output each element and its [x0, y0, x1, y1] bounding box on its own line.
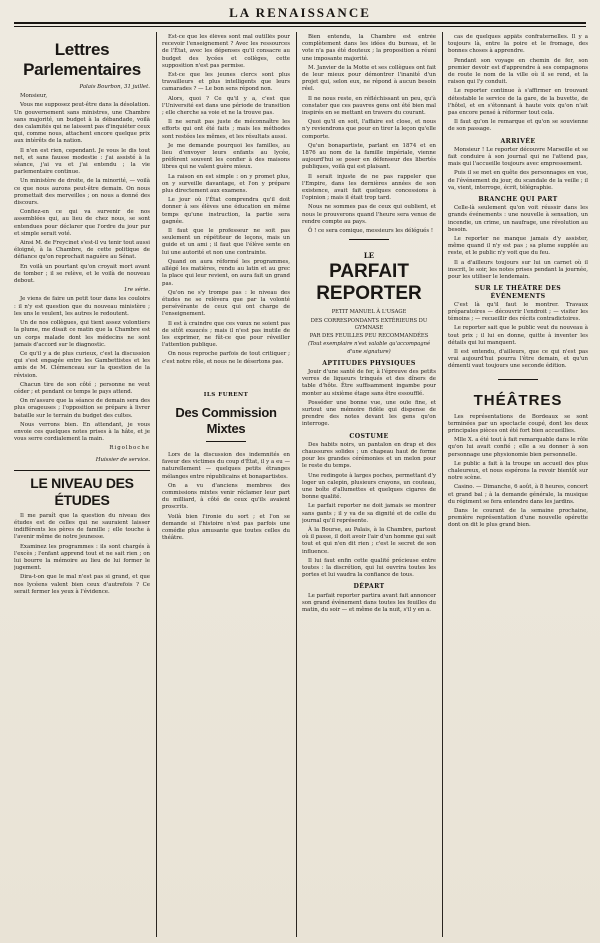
paragraph: Le jour où l'État comprendra qu'il doit donner à ses élèves une éducation en même temps qu'une instruction, la partie sera gagnée.: [162, 197, 290, 225]
paragraph: Le parfait reporter partira avant fait annoncer son grand événement dans toutes les feuilles du matin, du soir — et même de la nuit, s'il y en a.: [302, 592, 436, 613]
paragraph: Ainsi M. de Freycinet s'est-il vu tenir tout aussi éloigné, à la Chambre, de cette politique de défiance qu'on reprochait naguère au Sénat.: [14, 240, 150, 261]
column-1: [14, 34, 150, 937]
paragraph: Qu'un bonapartiste, parlant en 1874 et en 1876 au nom de la famille impériale, vienne aujourd'hui se poser en défenseur des libertés publiques, voilà qui est plaisant.: [302, 142, 436, 171]
paragraph: Il faut que le professeur ne soit pas seulement un répétiteur de leçons, mais un guide et un ami ; il faut que l'élève sente en lui une autorité et non une contrainte.: [162, 228, 290, 256]
paragraph: Le reporter ne manque jamais d'y assister, même quand il n'y est pas ; sa plume supplée au reste, et le public n'y voit que du feu.: [448, 236, 588, 257]
article-heading-theatres: THÉÂTRES: [473, 391, 563, 409]
paragraph: C'est là qu'il faut le montrer. Travaux préparatoires — découvrir l'endroit ; — visiter les témoins ; — recueillir des récits contradictoires.: [448, 301, 588, 323]
paragraph: Lors de la discussion des indemnités en faveur des victimes du coup d'État, il y a eu — naturellement — quelques petits étranges mélanges entre républicains et bonapartistes.: [162, 451, 290, 480]
paragraph: cas de quelques appâts confraternelles. Il y a toujours là, entre la poire et le fromage, des bonnes choses à apprendre.: [448, 34, 588, 55]
heading-kicker-le: LE: [363, 251, 375, 261]
paragraph: Confiez-en ce qui va survenir de nos assemblées qui, au lieu de chez nous, se sont entendues pour déclarer que l'ordre du jour pur et simple serait voté.: [14, 209, 150, 237]
salutation: Monsieur,: [20, 93, 48, 100]
paragraph: Dans le courant de la semaine prochaine, première représentation d'une nouvelle opérette dont on dit le plus grand bien.: [448, 507, 588, 529]
paragraph: Il faut qu'on le remarque et qu'on se souvienne de son passage.: [448, 119, 588, 133]
ornament-rule: [206, 441, 246, 448]
section-heading: ARRIVÉE: [500, 137, 536, 145]
subtitle: PAR DES FEUILLES PEU RECOMMANDÉES: [309, 333, 429, 340]
paragraph: Examinez les programmes : ils sont chargés à l'excès ; l'enfant apprend tout et ne sait rien ; on lui bourre la mémoire au lieu de lui former le jugement.: [14, 543, 150, 572]
paragraph: Qu'on ne s'y trompe pas : le niveau des études ne se relèvera que par la volonté persévérante de ceux qui ont charge de l'enseignement.: [162, 289, 290, 318]
article-body: [302, 442, 436, 580]
paragraph: Vous me supposez peut-être dans la désolation. Un gouvernement sans ministres, une Chambre sans majorité, un budget à la débandade, voilà des calamités qui ne laissent pas d'inquiéter ceux qui, comme nous, attachent encore quelque prix aux intérêts de la nation.: [14, 102, 150, 145]
paragraph: Voilà bien l'ironie du sort ; et l'on se demande si l'histoire n'est pas parfois une comédie plus amusante que toutes celles du théâtre.: [162, 513, 290, 542]
paragraph: Alors, quoi ? Ce qu'il y a, c'est que l'Université est dans une période de transition ; elle cherche sa voie et ne la trouve pas.: [162, 95, 290, 117]
paragraph: Pendant son voyage en chemin de fer, son premier devoir est d'apprendre à ses compagnons de route le nom de la ville où il se rend, et la raison qui l'y conduit.: [448, 57, 588, 86]
column-2: [162, 34, 290, 937]
ornament-rule: [349, 239, 389, 246]
paragraph: Il ne serait pas juste de méconnaître les efforts qui ont été faits ; mais les méthodes sont restées les mêmes, et les résultats aussi.: [162, 119, 290, 140]
paragraph: Il n'en est rien, cependant. Je vous le dis tout net, et sans fausse modestie : j'ai assisté à la séance, j'ai vu et j'ai entendu ; la vie parlementaire continue.: [14, 147, 150, 176]
article-body: [448, 205, 588, 281]
article-body: [14, 296, 150, 443]
section-heading: BRANCHE QUI PART: [478, 196, 558, 204]
article-body: [302, 593, 436, 615]
paragraph: La raison en est simple : on y promet plus, on y surveille davantage, et l'on y prépare plus directement aux examens.: [162, 173, 290, 195]
article-body: [302, 369, 436, 429]
column-3: [302, 34, 436, 937]
paragraph: Nous verrons bien. En attendant, je vous envoie ces quelques notes prises à la hâte, et je vous serre cordialement la main.: [14, 421, 150, 443]
paragraph: Il serait injuste de ne pas rappeler que l'Empire, dans les dernières années de son existence, avait fait quelques concessions à l'opinion ; mais il était trop tard.: [302, 173, 436, 202]
article-body: [302, 34, 436, 235]
section-marker: 1re série.: [123, 287, 150, 294]
article-body: [448, 302, 588, 371]
paragraph: Il me paraît que la question du niveau des études est de celles qui ne sauraient laisser indifférents les pères de famille ; elle touche à l'avenir même de notre jeunesse.: [14, 512, 150, 541]
paragraph: Le reporter continue à s'affirmer en trouvant détestable le service de la gare, de la buvette, de l'hôtel, et en s'étonnant à haute voix qu'on n'ait pas encore pensé à réformer tout cela.: [448, 88, 588, 117]
masthead: [14, 4, 586, 24]
article-body: [448, 34, 588, 134]
section-heading: DÉPART: [353, 583, 385, 591]
paragraph: Celle-là seulement qu'on voit réussir dans les grands événements : une nouvelle à sensation, un incendie, un crime, un naufrage, une révolution au besoin.: [448, 205, 588, 233]
section-heading: SUR LE THÉÂTRE DES ÉVÉNEMENTS: [474, 285, 562, 300]
paragraph: Il est à craindre que ces vœux ne soient pas de sitôt exaucés ; mais il n'est pas inutile de les exprimer, ne fût-ce que pour réveiller l'attention publique.: [162, 320, 290, 349]
column-rule: [156, 32, 157, 937]
column-rule: [442, 32, 443, 937]
article-body: [448, 414, 588, 530]
paragraph: Posséder une bonne vue, une ouïe fine, et surtout une mémoire fidèle qui dispense de prendre des notes devant les gens qu'on interroge.: [302, 399, 436, 428]
paragraph: Est-ce que les élèves sont mal outillés pour recevoir l'enseignement ? Avec les ressources de l'État, avec les dépenses qu'il consacre au budget des lycées et collèges, cette supposition n'est pas permise.: [162, 34, 290, 69]
paragraph: Monsieur ! Le reporter découvre Marseille et se fait conduire à son journal qui ne l'attend pas, mais qui l'accueille toujours avec empressement.: [448, 146, 588, 168]
article-body: [162, 34, 290, 366]
paragraph: En voilà un pourtant qu'on croyait mort avant de tomber ; il se relève, et le voilà de nouveau debout.: [14, 263, 150, 285]
paragraph: Le public a fait à la troupe un accueil des plus chaleureux, et nous espérons la revoir bientôt sur notre scène.: [448, 460, 588, 482]
paragraph: Quand on aura réformé les programmes, allégé les matières, rendu au latin et au grec la place qui leur revient, on aura fait un grand pas.: [162, 258, 290, 287]
subtitle: DES CORRESPONDANTS EXTÉRIEURS DU GYMNASE: [310, 317, 428, 331]
paragraph: Chacun tire de son côté ; personne ne veut céder ; et pendant ce temps le pays attend.: [14, 381, 150, 395]
paragraph: On a vu d'anciens membres des commissions mixtes venir réclamer leur part du milliard, à côté de ceux qu'ils avaient proscrits.: [162, 482, 290, 511]
paragraph: Ce qu'il y a de plus curieux, c'est la discussion qui s'est engagée entre les Gambettistes et les amis de M. Clémenceau sur la question de la révision.: [14, 350, 150, 379]
article-body: [14, 513, 150, 596]
paragraph: Je me demande pourquoi les familles, au lieu d'envoyer leurs enfants au lycée, préfèrent souvent les confier à des maisons libres qui ne valent guère mieux.: [162, 142, 290, 171]
paragraph: Il est entendu, d'ailleurs, que ce qui n'est pas vrai aujourd'hui pourra l'être demain, et qu'un démenti vaut toujours une seconde édition.: [448, 348, 588, 370]
paragraph: Il ne nous reste, en réfléchissant un peu, qu'à constater que ces pauvres gens ont été bien mal inspirés en se mettant en travers du courant.: [302, 95, 436, 117]
article-heading-niveau: LE NIVEAU DES ÉTUDES: [14, 470, 150, 509]
paragraph: On m'assure que la séance de demain sera des plus orageuses ; l'opposition se prépare à livrer bataille sur le terrain du budget des cultes.: [14, 398, 150, 419]
kicker-ils-furent: ILS FURENT: [203, 391, 249, 398]
article-heading-lettres: Lettres Parlementaires: [23, 40, 141, 79]
article-heading-commissions: Des Commission Mixtes: [175, 404, 277, 436]
article-body: [448, 147, 588, 192]
column-rule: [296, 32, 297, 937]
ornament-rule: [498, 379, 538, 386]
paragraph: Quoi qu'il en soit, l'affaire est close, et nous n'y reviendrons que pour en tirer la leçon qu'elle comporte.: [302, 119, 436, 140]
paragraph: Les représentations de Bordeaux se sont terminées par un spectacle coupé, dont les deux principales pièces ont été fort bien accueillies.: [448, 413, 588, 434]
subtitle: PETIT MANUEL À L'USAGE: [331, 309, 407, 316]
article-body: [14, 102, 150, 285]
column-4: [448, 34, 588, 937]
paragraph: Mlle X. a été tout à fait remarquable dans le rôle qu'on lui avait confié ; elle a su donner à son personnage une physionomie bien personnelle.: [448, 437, 588, 458]
paragraph: M. Janvier de la Motte et ses collègues ont fait de leur mieux pour démontrer l'inanité d'un projet qui, selon eux, ne répond à aucun besoin réel.: [302, 64, 436, 93]
paragraph: À la Bourse, au Palais, à la Chambre, partout où il passe, il doit avoir l'air d'un homme qui sait tout et qui n'en dit rien ; c'est le secret de son influence.: [302, 526, 436, 555]
masthead-title: LA RENAISSANCE: [229, 5, 371, 20]
article-heading-parfait-reporter: PARFAIT REPORTER: [316, 261, 422, 305]
paragraph: Il a d'ailleurs toujours sur lui un carnet où il inscrit, le soir, les notes prises pendant la journée, pour les utiliser le lendemain.: [448, 259, 588, 281]
paragraph: Dira-t-on que le mal n'est pas si grand, et que nos lycéens valent bien ceux d'autrefois ? Ce serait fermer les yeux à l'évidence.: [14, 574, 150, 595]
paragraph: Des habits noirs, un pantalon en drap et des chaussures solides ; un chapeau haut de forme pour les grandes cérémonies et un melon pour le reste du temps.: [302, 441, 436, 470]
paragraph: Un de nos collègues, qui tient assez volontiers la plume, me disait ce matin que la Chambre est un corps malade dont les médecins ne sont jamais d'accord sur le diagnostic.: [14, 320, 150, 348]
paragraph: Le parfait reporter ne doit jamais se montrer sans gants ; il y va de sa dignité et de celle du journal qu'il représente.: [302, 503, 436, 524]
paragraph: Puis il se met en quête des personnages en vue, de l'événement du jour, du scandale de la veille ; il va, vient, interroge, écrit, télégraphie.: [448, 170, 588, 191]
dateline: Palais Bourbon, 31 juillet.: [79, 84, 150, 90]
subtitle-note: (Tout exemplaire n'est valable qu'accompagné d'une signature): [307, 341, 431, 355]
paragraph: Bien entendu, la Chambre est entrée complètement dans les idées du bureau, et le vote n'a pas été douteux ; la proposition a réuni une imposante majorité.: [302, 34, 436, 62]
paragraph: On nous reproche parfois de tout critiquer ; c'est notre rôle, et nous ne le désertons pas.: [162, 351, 290, 365]
paragraph: Un ministère de droite, de la minorité, — voilà ce que nous aurons peut-être demain. On nous promettait des merveilles ; on nous a donné des discours.: [14, 178, 150, 207]
paragraph: Une redingote à larges poches, permettant d'y loger un calepin, plusieurs crayons, un couteau, une boîte d'allumettes et quelques cigares de bonne qualité.: [302, 472, 436, 501]
paragraph: Le reporter sait que le public veut du nouveau à tout prix ; il lui en donne, quitte à inventer les détails qui lui manquent.: [448, 325, 588, 346]
section-heading: COSTUME: [349, 432, 389, 440]
signature-role: Huissier de service.: [95, 456, 150, 463]
masthead-rule: [14, 26, 586, 27]
paragraph: Casino. — Dimanche, 6 août, à 8 heures, concert et grand bal ; à la demande générale, la musique du régiment se fera entendre dans les jardins.: [448, 484, 588, 505]
paragraph: Est-ce que les jeunes clercs sont plus travailleurs et plus intelligents que leurs camarades ? — Le bon sens répond non.: [162, 72, 290, 93]
signature-name: Rigolboche: [109, 445, 150, 452]
paragraph: Jouir d'une santé de fer, à l'épreuve des petits verres de liqueurs trinqués et des dîners de table d'hôte. Être suffisamment ingambe pour monter au sixième étage sans être essoufflé.: [302, 368, 436, 397]
paragraph: Il lui faut enfin cette qualité précieuse entre toutes : la discrétion, qui lui ouvrira toutes les portes et lui vaudra la confiance de tous.: [302, 557, 436, 579]
paragraph: Nous ne sommes pas de ceux qui oublient, et nous le prouverons quand l'heure sera venue de rendre compte au pays.: [302, 204, 436, 225]
section-heading: APTITUDES PHYSIQUES: [322, 359, 416, 367]
paragraph: Je viens de faire un petit tour dans les couloirs : il n'y est question que du nouveau ministère ; les uns le veulent, les autres le redoutent.: [14, 296, 150, 317]
paragraph: Ô ! ce sera comique, messieurs les délégués !: [308, 228, 434, 235]
article-body: [162, 452, 290, 542]
